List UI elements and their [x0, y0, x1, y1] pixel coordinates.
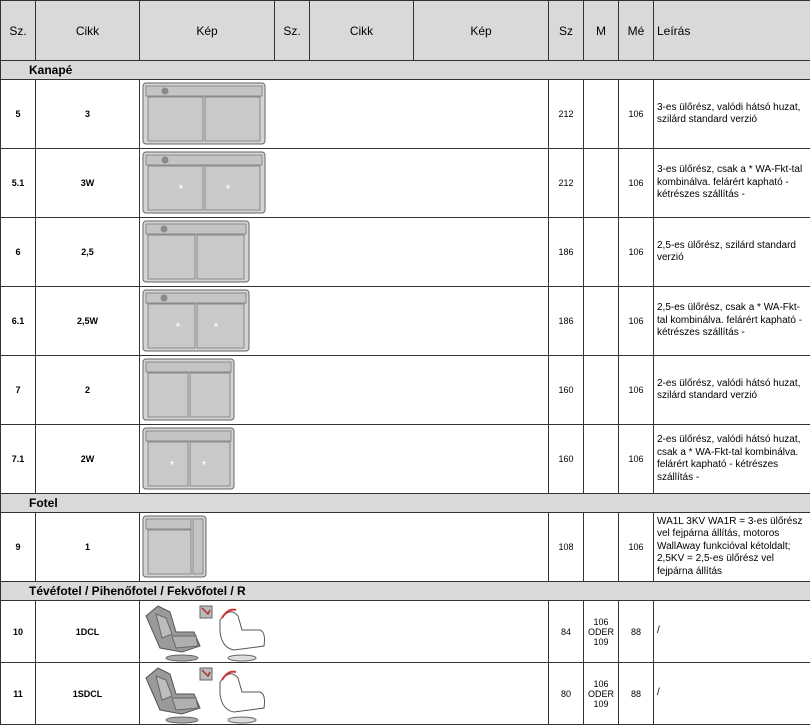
height-oder: ODER — [587, 626, 614, 637]
row-desc: / — [654, 601, 810, 663]
star-mark: * — [201, 458, 207, 472]
row-depth: 106 — [619, 356, 654, 425]
col-sz2: Sz. — [275, 1, 310, 61]
row-depth: 88 — [619, 601, 654, 663]
row-code: 1SDCL — [36, 663, 140, 725]
height-value-2: 109 — [593, 636, 609, 647]
height-value-1: 106 — [593, 616, 609, 627]
table-row — [1, 149, 810, 218]
table-row — [1, 218, 810, 287]
row-height — [584, 356, 619, 425]
row-image — [140, 356, 549, 425]
row-width: 84 — [549, 601, 584, 663]
col-desc: Leírás — [654, 1, 810, 61]
row-code: 2W — [36, 425, 140, 494]
row-width: 212 — [549, 149, 584, 218]
row-width: 80 — [549, 663, 584, 725]
col-kep: Kép — [140, 1, 275, 61]
row-num: 5 — [1, 80, 36, 149]
row-width: 186 — [549, 287, 584, 356]
col-sz: Sz. — [1, 1, 36, 61]
row-num: 9 — [1, 513, 36, 582]
row-depth: 106 — [619, 513, 654, 582]
col-kep2: Kép — [414, 1, 549, 61]
row-image — [140, 149, 549, 218]
row-code: 2,5 — [36, 218, 140, 287]
row-width: 186 — [549, 218, 584, 287]
row-code: 1 — [36, 513, 140, 582]
row-desc: 2,5-es ülőrész, csak a * WA-Fkt-tal kombinálva. felárért kapható - kétrészes szállítás - — [654, 287, 810, 356]
row-image — [140, 663, 549, 725]
table-row — [1, 287, 810, 356]
recliner-icon — [142, 602, 272, 662]
row-depth: 106 — [619, 425, 654, 494]
col-cikk2: Cikk — [310, 1, 414, 61]
row-image — [140, 287, 549, 356]
sofa-2w-icon — [142, 427, 236, 491]
row-width: 108 — [549, 513, 584, 582]
table-row — [1, 356, 810, 425]
row-depth: 106 — [619, 80, 654, 149]
sofa-25w-icon — [142, 289, 252, 353]
sofa-25-icon — [142, 220, 252, 284]
height-value-2: 109 — [593, 698, 609, 709]
row-code: 1DCL — [36, 601, 140, 663]
row-desc: / — [654, 663, 810, 725]
header-row — [1, 1, 810, 61]
section-row — [1, 582, 810, 601]
row-width: 160 — [549, 425, 584, 494]
row-image — [140, 80, 549, 149]
height-oder: ODER — [587, 688, 614, 699]
sofa-2-icon — [142, 358, 236, 422]
height-value-1: 106 — [593, 678, 609, 689]
row-depth: 88 — [619, 663, 654, 725]
row-height — [584, 601, 619, 663]
sofa-3w-icon — [142, 151, 268, 215]
row-num: 10 — [1, 601, 36, 663]
col-width: Sz — [549, 1, 584, 61]
row-depth: 106 — [619, 218, 654, 287]
recliner-small-icon — [142, 664, 272, 724]
row-code: 2 — [36, 356, 140, 425]
row-desc: 3-es ülőrész, csak a * WA-Fkt-tal kombinálva. felárért kapható - kétrészes szállítás - — [654, 149, 810, 218]
section-tvfotel: Tévéfotel / Pihenőfotel / Fekvőfotel / R — [1, 582, 810, 601]
table-row — [1, 513, 810, 582]
row-image — [140, 218, 549, 287]
row-height — [584, 287, 619, 356]
row-height — [584, 80, 619, 149]
row-desc: 2,5-es ülőrész, szilárd standard verzió — [654, 218, 810, 287]
section-row — [1, 61, 810, 80]
row-width: 212 — [549, 80, 584, 149]
row-num: 7 — [1, 356, 36, 425]
section-kanape: Kanapé — [1, 61, 810, 80]
star-mark: * — [175, 320, 181, 334]
row-image — [140, 513, 549, 582]
row-depth: 106 — [619, 149, 654, 218]
table-row — [1, 425, 810, 494]
armchair-icon — [142, 515, 208, 579]
row-desc: 2-es ülőrész, valódi hátsó huzat, csak a * WA-Fkt-tal kombinálva. felárért kapható - kétrészes szállítás - — [654, 425, 810, 494]
section-fotel: Fotel — [1, 494, 810, 513]
row-desc: WA1L 3KV WA1R = 3-es ülőrész vel fejpárna állítás, motoros WallAway funkcióval kétoldalt; 2,5KV = 2,5-es ülőrész vel fejpárna állítás — [654, 513, 810, 582]
star-mark: * — [178, 182, 184, 196]
row-image — [140, 601, 549, 663]
row-code: 3 — [36, 80, 140, 149]
row-width: 160 — [549, 356, 584, 425]
row-num: 6.1 — [1, 287, 36, 356]
table-row — [1, 80, 810, 149]
row-depth: 106 — [619, 287, 654, 356]
row-num: 7.1 — [1, 425, 36, 494]
table-row — [1, 663, 810, 725]
row-height — [584, 513, 619, 582]
star-mark: * — [225, 182, 231, 196]
row-image — [140, 425, 549, 494]
sofa-3-icon — [142, 82, 268, 146]
row-code: 2,5W — [36, 287, 140, 356]
row-height — [584, 218, 619, 287]
section-row — [1, 494, 810, 513]
row-desc: 3-es ülőrész, valódi hátsó huzat, szilárd standard verzió — [654, 80, 810, 149]
col-height: M — [584, 1, 619, 61]
star-mark: * — [213, 320, 219, 334]
row-num: 6 — [1, 218, 36, 287]
row-height — [584, 425, 619, 494]
row-height — [584, 149, 619, 218]
row-num: 11 — [1, 663, 36, 725]
col-cikk: Cikk — [36, 1, 140, 61]
row-code: 3W — [36, 149, 140, 218]
col-depth: Mé — [619, 1, 654, 61]
row-num: 5.1 — [1, 149, 36, 218]
table-row — [1, 601, 810, 663]
row-desc: 2-es ülőrész, valódi hátsó huzat, szilárd standard verzió — [654, 356, 810, 425]
row-height — [584, 663, 619, 725]
star-mark: * — [169, 458, 175, 472]
